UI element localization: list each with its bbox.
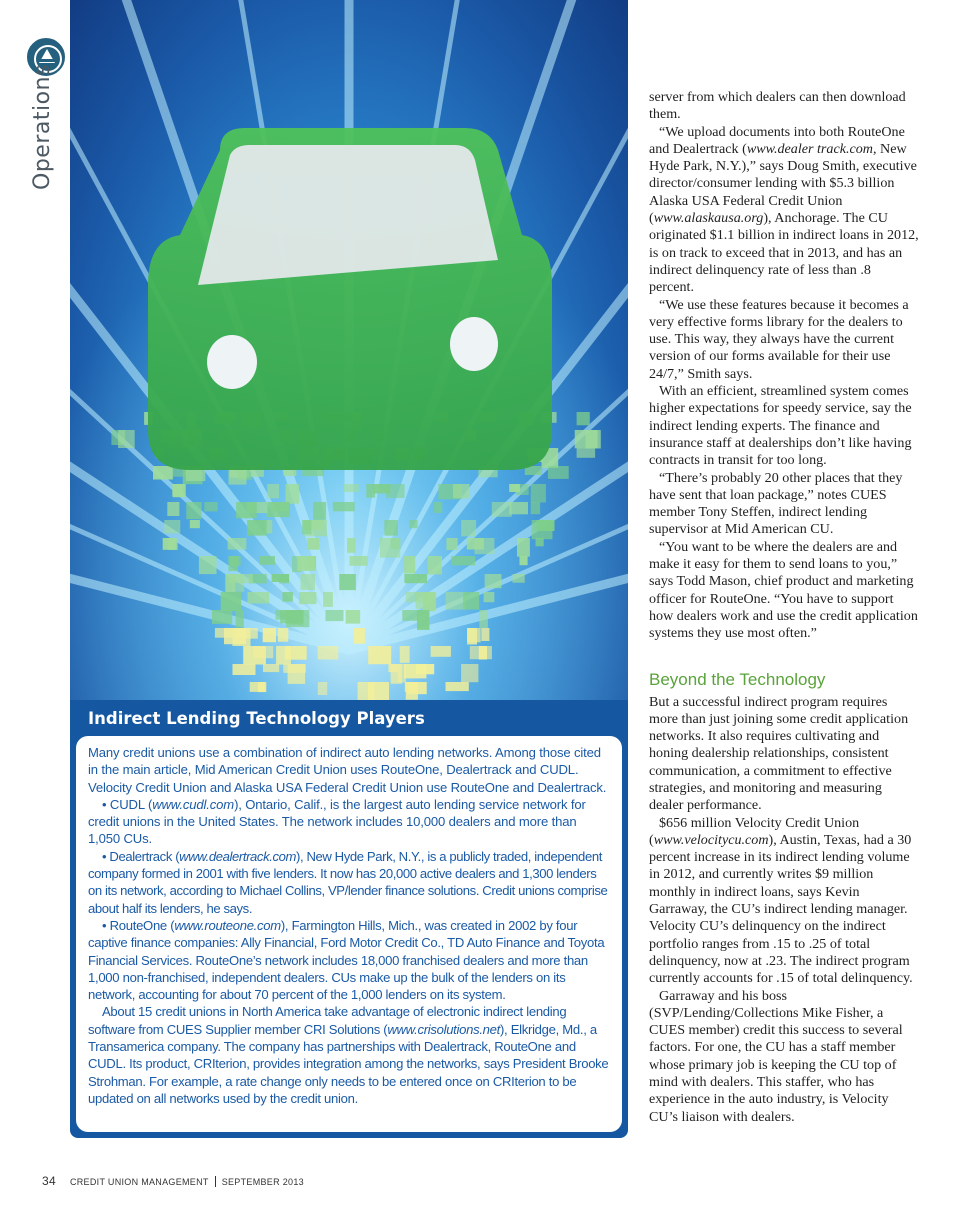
article-text: ), Austin, Texas, had a 30 percent increase in its indirect lending volume in 2012, and currently writes $9 million monthly in indirect loans, says Kevin Garraway, the CU’s indirect lending manager. Velocity CU’s delinquency on the indirect portfolio ranges from .15 to .25 of total delinquency, now at .23. The indirect program currently accounts for .15 of total delinquency. bbox=[649, 831, 913, 987]
article-url: www.dealer track.com bbox=[746, 140, 873, 157]
sidebar-item-cudl bbox=[88, 796, 612, 848]
car-illustration-graphic bbox=[70, 0, 628, 705]
cudl-url: www.cudl.com bbox=[152, 796, 235, 812]
footer-divider bbox=[215, 1176, 216, 1187]
article-url: www.alaskausa.org bbox=[653, 210, 764, 227]
cudl-lead: • CUDL ( bbox=[102, 796, 153, 812]
article-paragraph: “We use these features because it becomes a very effective forms library for the dealers to use. This way, they always have the current version of our forms available for their use 24/7,” Smith says. bbox=[649, 296, 909, 382]
car-illustration bbox=[70, 0, 628, 705]
page-footer bbox=[42, 1174, 304, 1188]
article-url: www.velocitycu.com bbox=[653, 831, 769, 848]
page-number: 34 bbox=[42, 1174, 56, 1188]
article-paragraph: “There’s probably 20 other places that they have sent that loan package,” notes CUES member Tony Steffen, indirect lending supervisor at Mid American CU. bbox=[649, 469, 903, 538]
sidebar-item-routeone bbox=[88, 917, 612, 1003]
article-paragraph: “You want to be where the dealers are and make it easy for them to send loans to you,” says Todd Mason, chief product and marketing officer for RouteOne. “You have to support how dealers work and use the credit application systems they use most often.” bbox=[649, 538, 918, 642]
article-paragraph: Garraway and his boss (SVP/Lending/Collections Mike Fisher, a CUES member) credit this success to several factors. For one, the CU has a staff member whose primary job is keeping the CU top of mind with dealers. This staffer, who has experience in the auto industry, is Velocity CU’s liaison with dealers. bbox=[649, 987, 903, 1125]
article-text: , New Hyde Park, N.Y.),” says Doug Smith, executive director/consumer lending with $5.3 billion Alaska USA Federal Credit Union ( bbox=[649, 140, 917, 227]
routeone-lead: • RouteOne ( bbox=[102, 917, 175, 933]
article-paragraph bbox=[649, 815, 919, 988]
section-label: Operations bbox=[30, 64, 55, 190]
cudl-text: ), Ontario, Calif., is the largest auto lending service network for credit unions in the United States. The network includes 10,000 dealers and more than 1,050 CUs. bbox=[88, 796, 586, 847]
sidebar-item-cri bbox=[88, 1003, 612, 1107]
sidebar-title: Indirect Lending Technology Players bbox=[88, 709, 425, 728]
article-paragraph: But a successful indirect program requires more than just joining some credit application networks. It also requires cultivating and honing dealership relationships, consistent communication, a commitment to effective strategies, and monitoring and measuring dealer performance. bbox=[649, 693, 909, 814]
sidebar-box bbox=[70, 700, 628, 1138]
sidebar-item-dealertrack bbox=[88, 848, 612, 917]
publication-name: CREDIT UNION MANAGEMENT bbox=[69, 1177, 209, 1187]
article-column bbox=[649, 89, 919, 1126]
section-heading: Beyond the Technology bbox=[649, 669, 826, 689]
cri-url: www.crisolutions.net bbox=[387, 1021, 500, 1037]
routeone-text: ), Farmington Hills, Mich., was created in 2002 by four captive finance companies: Ally Financial, Ford Motor Credit Co., TD Auto Finance and Toyota Financial Services. RouteOne’s network includes 18,000 franchised dealers and more than 1,000 non-franchised, independent dealers. CUs make up the bulk of the lenders on its network, accounting for about 70 percent of the 1,000 lenders on its system. bbox=[88, 917, 605, 1003]
routeone-url: www.routeone.com bbox=[174, 917, 281, 933]
article-text: $656 million Velocity Credit Union ( bbox=[649, 814, 860, 848]
dealertrack-url: www.dealertrack.com bbox=[179, 848, 297, 864]
dealertrack-text: ), New Hyde Park, N.Y., is a publicly traded, independent company formed in 2001 with five lenders. It now has 20,000 active dealers and 1,300 lenders on its network, according to Michael Collins, VP/lender finance solutions. Credit unions comprise about half its lenders, he says. bbox=[88, 848, 608, 916]
cri-text: ), Elkridge, Md., a Transamerica company. The company has partnerships with Dealertrack, RouteOne and CUDL. Its product, CRIterion, provides integration among the networks, says President Brooke Strohman. For example, a rate change only needs to be entered once on CRIterion to be updated on all networks used by the credit union. bbox=[88, 1021, 609, 1106]
article-paragraph: server from which dealers can then download them. bbox=[649, 89, 906, 123]
sidebar-body bbox=[76, 736, 622, 1132]
article-text: ), Anchorage. The CU originated $1.1 billion in indirect loans in 2012, is on track to exceed that in 2013, and has an indirect delinquency rate of less than .8 percent. bbox=[649, 210, 919, 296]
cri-lead: About 15 credit unions in North America take advantage of electronic indirect lending software from CUES Supplier member CRI Solutions ( bbox=[88, 1004, 567, 1037]
article-text: “We upload documents into both RouteOne and Dealertrack ( bbox=[649, 123, 905, 157]
article-paragraph: With an efficient, streamlined system comes higher expectations for speedy service, say the indirect lending experts. The finance and insurance staff at dealerships don’t like having contracts in transit for too long. bbox=[649, 383, 912, 469]
issue-date: SEPTEMBER 2013 bbox=[221, 1177, 304, 1187]
article-paragraph bbox=[649, 124, 919, 297]
dealertrack-lead: • Dealertrack ( bbox=[102, 848, 180, 864]
sidebar-intro: Many credit unions use a combination of indirect auto lending networks. Among those cited in the main article, Mid American Credit Union uses RouteOne, Dealertrack and CUDL. Velocity Credit Union and Alaska USA Federal Credit Union use RouteOne and Dealertrack. bbox=[88, 745, 607, 795]
